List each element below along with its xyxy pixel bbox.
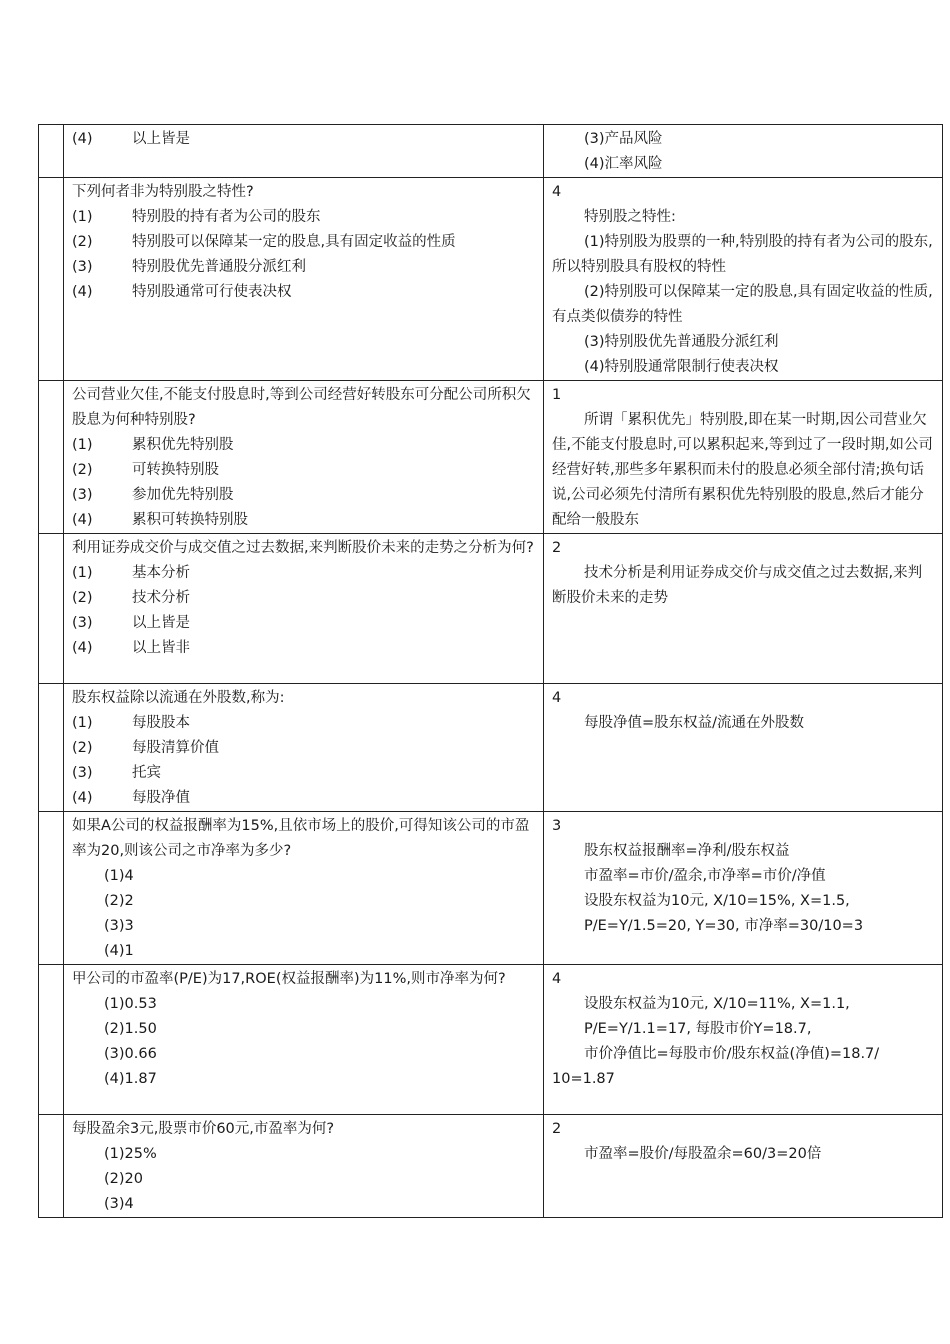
- table-row: [39, 125, 943, 178]
- answer-key: 2: [552, 1121, 562, 1137]
- option: (4) 以上皆非: [72, 640, 190, 656]
- option: (4) 以上皆是: [72, 131, 190, 147]
- option: (4)1: [104, 943, 134, 959]
- option: (4) 特别股通常可行使表决权: [72, 284, 292, 300]
- explanation-line: 每股净值=股东权益/流通在外股数: [584, 715, 805, 731]
- explanation-line: 设股东权益为10元, X/10=11%, X=1.1,: [584, 996, 850, 1012]
- question-cell: [64, 965, 544, 1115]
- row-number-cell: [39, 534, 64, 684]
- option: (3)4: [104, 1196, 134, 1212]
- question-text: 利用证券成交价与成交值之过去数据,来判断股价未来的走势之分析为何?: [72, 540, 534, 556]
- row-number-cell: [39, 1115, 64, 1218]
- explanation-line: 特别股之特性:: [584, 209, 676, 225]
- explanation-line: (1)特别股为股票的一种,特别股的持有者为公司的股东,所以特别股具有股权的特性: [552, 234, 933, 275]
- answer-cell: [544, 534, 943, 684]
- question-cell: [64, 812, 544, 965]
- option: (1)4: [104, 868, 134, 884]
- answer-key: 4: [552, 690, 562, 706]
- explanation-line: (4)汇率风险: [584, 156, 663, 172]
- question-cell: [64, 534, 544, 684]
- option: (1) 基本分析: [72, 565, 190, 581]
- question-cell: [64, 125, 544, 178]
- option: (4)1.87: [104, 1071, 157, 1087]
- answer-key: 2: [552, 540, 562, 556]
- question-text: 公司营业欠佳,不能支付股息时,等到公司经营好转股东可分配公司所积欠股息为何种特别股?: [72, 387, 531, 428]
- answer-key: 1: [552, 387, 562, 403]
- row-number-cell: [39, 178, 64, 381]
- question-text: 如果A公司的权益报酬率为15%,且依市场上的股价,可得知该公司的市盈率为20,则该公司之市净率为多少?: [72, 818, 530, 859]
- option: (3) 特别股优先普通股分派红利: [72, 259, 306, 275]
- row-number-cell: [39, 684, 64, 812]
- table-row: [39, 178, 943, 381]
- option: (1)25%: [104, 1146, 157, 1162]
- option: (3) 以上皆是: [72, 615, 190, 631]
- table-row: [39, 381, 943, 534]
- option: (2) 特别股可以保障某一定的股息,具有固定收益的性质: [72, 234, 456, 250]
- option: (1) 累积优先特别股: [72, 437, 234, 453]
- option: (2)20: [104, 1171, 143, 1187]
- answer-cell: [544, 812, 943, 965]
- explanation-line: (3)产品风险: [584, 131, 663, 147]
- explanation-line: 股东权益报酬率=净利/股东权益: [584, 843, 790, 859]
- table-row: [39, 965, 943, 1115]
- explanation-line: 市盈率=市价/盈余,市净率=市价/净值: [584, 868, 826, 884]
- explanation-line: 所谓「累积优先」特别股,即在某一时期,因公司营业欠佳,不能支付股息时,可以累积起来,等到过了一段时期,如公司经营好转,那些多年累积而未付的股息必须全部付清;换句话说,公司必须先付清所有累积优先特别股的股息,然后才能分配给一般股东: [552, 412, 933, 528]
- option: (2) 可转换特别股: [72, 462, 219, 478]
- qa-table: [38, 124, 943, 1218]
- explanation-line: P/E=Y/1.1=17, 每股市价Y=18.7,: [584, 1021, 812, 1037]
- answer-key: 3: [552, 818, 562, 834]
- option: (3)3: [104, 918, 134, 934]
- answer-cell: [544, 125, 943, 178]
- answer-cell: [544, 684, 943, 812]
- option: (2) 技术分析: [72, 590, 190, 606]
- table-row: [39, 1115, 943, 1218]
- row-number-cell: [39, 381, 64, 534]
- option: (4) 每股净值: [72, 790, 190, 806]
- question-cell: [64, 1115, 544, 1218]
- answer-cell: [544, 1115, 943, 1218]
- row-number-cell: [39, 125, 64, 178]
- table-row: [39, 684, 943, 812]
- option: (1) 特别股的持有者为公司的股东: [72, 209, 321, 225]
- option: (3)0.66: [104, 1046, 157, 1062]
- question-cell: [64, 178, 544, 381]
- option: (1)0.53: [104, 996, 157, 1012]
- question-cell: [64, 381, 544, 534]
- answer-cell: [544, 381, 943, 534]
- answer-key: 4: [552, 971, 562, 987]
- explanation-line: (2)特别股可以保障某一定的股息,具有固定收益的性质,有点类似债券的特性: [552, 284, 933, 325]
- explanation-line: 10=1.87: [552, 1071, 615, 1087]
- explanation-line: 市盈率=股价/每股盈余=60/3=20倍: [584, 1146, 822, 1162]
- explanation-line: 设股东权益为10元, X/10=15%, X=1.5,: [584, 893, 850, 909]
- question-text: 甲公司的市盈率(P/E)为17,ROE(权益报酬率)为11%,则市净率为何?: [72, 971, 506, 987]
- option: (3) 托宾: [72, 765, 161, 781]
- question-cell: [64, 684, 544, 812]
- option: (2)1.50: [104, 1021, 157, 1037]
- question-text: 股东权益除以流通在外股数,称为:: [72, 690, 285, 706]
- explanation-line: (3)特别股优先普通股分派红利: [584, 334, 779, 350]
- row-number-cell: [39, 812, 64, 965]
- option: (2) 每股清算价值: [72, 740, 219, 756]
- answer-cell: [544, 178, 943, 381]
- explanation-line: (4)特别股通常限制行使表决权: [584, 359, 779, 375]
- answer-key: 4: [552, 184, 562, 200]
- option: (1) 每股股本: [72, 715, 190, 731]
- row-number-cell: [39, 965, 64, 1115]
- explanation-line: 市价净值比=每股市价/股东权益(净值)=18.7/: [584, 1046, 880, 1062]
- explanation-line: 技术分析是利用证券成交价与成交值之过去数据,来判断股价未来的走势: [552, 565, 923, 606]
- option: (2)2: [104, 893, 134, 909]
- question-text: 每股盈余3元,股票市价60元,市盈率为何?: [72, 1121, 335, 1137]
- question-text: 下列何者非为特别股之特性?: [72, 184, 254, 200]
- answer-cell: [544, 965, 943, 1115]
- table-row: [39, 812, 943, 965]
- option: (4) 累积可转换特别股: [72, 512, 248, 528]
- table-row: [39, 534, 943, 684]
- option: (3) 参加优先特别股: [72, 487, 234, 503]
- explanation-line: P/E=Y/1.5=20, Y=30, 市净率=30/10=3: [584, 918, 864, 934]
